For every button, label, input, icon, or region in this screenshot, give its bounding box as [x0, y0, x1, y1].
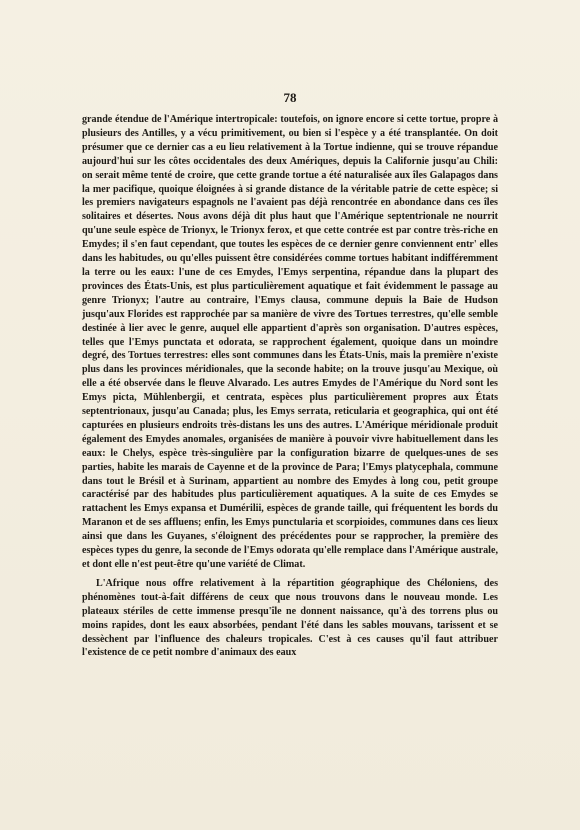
body-text — [82, 113, 498, 660]
paragraph: L'Afrique nous offre relativement à la répartition géographique des Chéloniens, des phénomènes tout-à-fait différens de ceux que nous trouvons dans le nouveau monde. Les plateaux stériles de cette immense presqu'île ne donnent naissance, qu'à des torrens plus ou moins rapides, dont les eaux absorbées, pendant l'été dans les sables mouvans, tarissent et se dessèchent par l'influence des chaleurs tropicales. C'est à ces causes qu'il faut attribuer l'existence de ce petit nombre d'animaux des eaux — [82, 577, 498, 659]
page-number: 78 — [283, 90, 297, 105]
paragraph: grande étendue de l'Amérique intertropicale: toutefois, on ignore encore si cette tortue, propre à plusieurs des Antilles, y a vécu primitivement, ou bien si l'espèce y a été transplantée. On doit présumer que ce dernier cas a eu lieu relativement à la Tortue indienne, qui se trouve répandue aujourd'hui sur les côtes occidentales des deux Amériques, depuis la Californie jusqu'au Chili: on serait même tenté de croire, que cette grande tortue a été naturalisée aux îles Galapagos dans la mer pacifique, quoique éloignées à si grande distance de la véritable patrie de cette espèce; si les premiers navigateurs espagnols ne l'avaient pas déjà rencontrée en abondance dans ces îles solitaires et désertes. Nous avons déjà dit plus haut que l'Amérique septentrionale ne nourrit qu'une seule espèce de Trionyx, le Trionyx ferox, et que cette contrée est par contre très-riche en Emydes; il s'en faut cependant, que toutes les espèces de ce dernier genre conviennent entr' elles dans les habitudes, ou qu'elles puissent être considérées comme tortues habitant indifféremment la terre ou les eaux: l'une de ces Emydes, l'Emys serpentina, répandue dans la plupart des provinces des États-Unis, est plus particulièrement aquatique et fait évidemment le passage au genre Trionyx; l'autre au contraire, l'Emys clausa, commune depuis la Baie de Hudson jusqu'aux Florides est rapprochée par sa manière de vivre des Tortues terrestres, qu'elle semble destinée à lier avec le genre, auquel elle appartient d'après son organisation. D'autres espèces, telles que l'Emys punctata et odorata, se rapprochent également, quoique dans un moindre degré, des Tortues terrestres: elles sont communes dans les États-Unis, mais la première n'existe plus dans les provinces méridionales, que la seconde habite; on la trouve jusqu'au Mexique, où elle a été observée dans le fleuve Alvarado. Les autres Emydes de l'Amérique du Nord sont les Emys picta, Mühlenbergii, et centrata, espèces plus particulièrement propres aux États septentrionaux, jusqu'au Canada; plus, les Emys serrata, reticularia et geographica, qui ont été capturées en plusieurs endroits très-distans les uns des autres. L'Amérique méridionale produit également des Emydes anomales, organisées de manière à pouvoir vivre habituellement dans les eaux: le Chelys, espèce très-singulière par la configuration bizarre de quelques-unes de ses parties, habite les marais de Cayenne et de la province de Para; l'Emys platycephala, commune dans tout le Brésil et à Surinam, appartient au nombre des Emydes à long cou, petit groupe caractérisé par des habitudes plus particulièrement aquatiques. A la suite de ces Emydes se rattachent les Emys expansa et Dumérilii, espèces de grande taille, qui fréquentent les bords du Maranon et de ses affluens; enfin, les Emys punctularia et scorpioides, communes dans ces lieux ainsi que dans les Guyanes, s'éloignent des précédentes pour se rapprocher, la première des espèces types du genre, la seconde de l'Emys odorata qu'elle remplace dans l'Amérique australe, et dont elle n'est peut-être qu'une variété de Climat. — [82, 114, 498, 570]
